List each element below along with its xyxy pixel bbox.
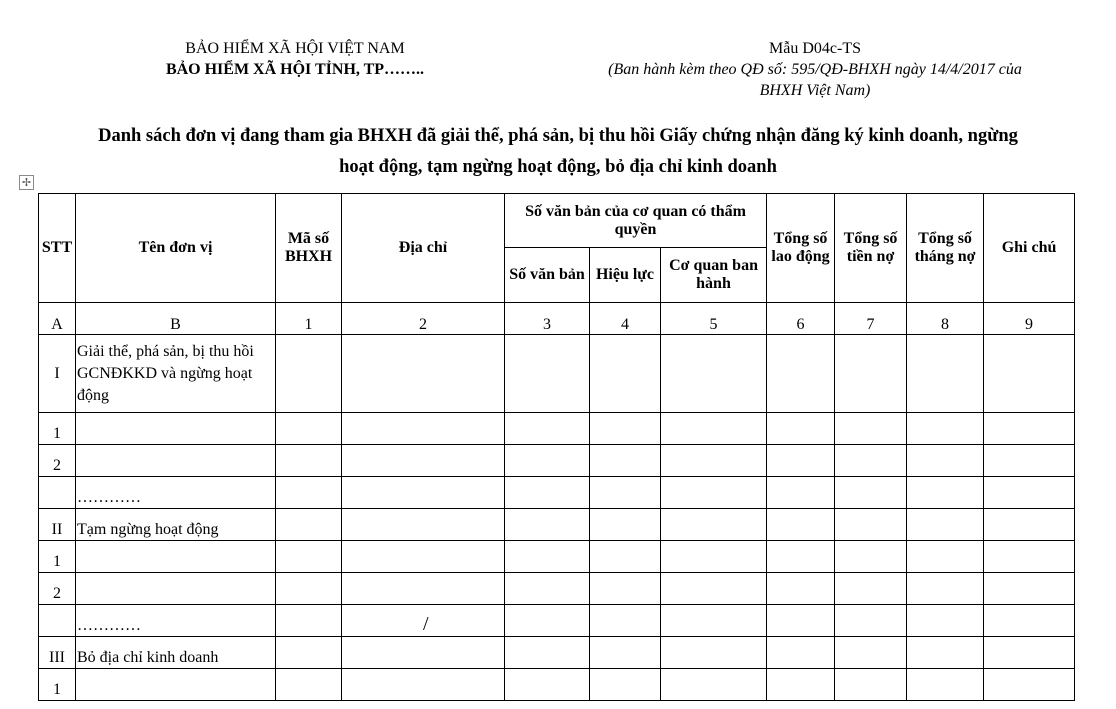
index-row (39, 303, 1075, 335)
agency-name: BẢO HIỂM XÃ HỘI VIỆT NAM (185, 40, 405, 57)
row-name[interactable] (76, 573, 276, 605)
col-hieu-luc: Hiệu lực (590, 248, 661, 303)
row-name[interactable]: ………… (76, 477, 276, 509)
row-name[interactable]: ………… (76, 605, 276, 637)
col-so-van-ban: Số văn bản (505, 248, 590, 303)
row-stt: III (39, 637, 76, 669)
row-stt: 2 (39, 573, 76, 605)
document-title (20, 121, 1096, 183)
index-cell: 9 (984, 303, 1075, 335)
col-tong-thang-no: Tổng số tháng nợ (907, 194, 984, 303)
table-row (39, 573, 1075, 605)
branch-name: BẢO HIỂM XÃ HỘI TỈNH, TP…….. (165, 61, 425, 78)
table-row (39, 413, 1075, 445)
row-name[interactable] (76, 541, 276, 573)
row-stt: II (39, 509, 76, 541)
index-cell: 8 (907, 303, 984, 335)
row-stt: 1 (39, 541, 76, 573)
row-name[interactable] (76, 669, 276, 701)
col-tong-lao-dong: Tổng số lao động (767, 194, 835, 303)
row-address[interactable] (342, 605, 505, 637)
table-row (39, 541, 1075, 573)
index-cell: 2 (342, 303, 505, 335)
table-move-handle-icon[interactable]: ✢ (19, 175, 34, 190)
index-cell: A (39, 303, 76, 335)
row-stt (39, 605, 76, 637)
index-cell: 6 (767, 303, 835, 335)
col-dia-chi: Địa chỉ (342, 194, 505, 303)
title-line1: Danh sách đơn vị đang tham gia BHXH đã giải thể, phá sản, bị thu hồi Giấy chứng nhận đăng ký kinh doanh, ngừng (98, 126, 1018, 146)
index-cell: 7 (835, 303, 907, 335)
col-ma-so-bhxh: Mã số BHXH (276, 194, 342, 303)
table-row (39, 445, 1075, 477)
row-name[interactable]: Bỏ địa chỉ kinh doanh (76, 637, 276, 669)
debtor-table (38, 193, 1075, 701)
row-name[interactable] (76, 413, 276, 445)
col-stt: STT (39, 194, 76, 303)
row-name[interactable] (76, 445, 276, 477)
row-stt: I (39, 335, 76, 413)
row-stt: 1 (39, 669, 76, 701)
index-cell: 3 (505, 303, 590, 335)
index-cell: 1 (276, 303, 342, 335)
index-cell: B (76, 303, 276, 335)
index-cell: 5 (661, 303, 767, 335)
col-tong-tien-no: Tổng số tiền nợ (835, 194, 907, 303)
col-group-van-ban: Số văn bản của cơ quan có thẩm quyền (505, 194, 767, 248)
row-stt (39, 477, 76, 509)
header-left (135, 38, 455, 80)
col-ghi-chu: Ghi chú (984, 194, 1075, 303)
index-cell: 4 (590, 303, 661, 335)
table-row (39, 477, 1075, 509)
issued-note-line1: (Ban hành kèm theo QĐ số: 595/QĐ-BHXH ngày 14/4/2017 của (608, 61, 1022, 78)
table-row (39, 605, 1075, 637)
col-co-quan-ban-hanh: Cơ quan ban hành (661, 248, 767, 303)
row-name[interactable]: Giải thể, phá sản, bị thu hồi GCNĐKKD và ngừng hoạt động (76, 335, 276, 413)
row-name[interactable]: Tạm ngừng hoạt động (76, 509, 276, 541)
section-row (39, 637, 1075, 669)
address-mark: / (423, 613, 429, 635)
title-line2: hoạt động, tạm ngừng hoạt động, bỏ địa chỉ kinh doanh (339, 157, 777, 177)
row-stt: 1 (39, 413, 76, 445)
row-stt: 2 (39, 445, 76, 477)
col-ten-don-vi: Tên đơn vị (76, 194, 276, 303)
section-row (39, 509, 1075, 541)
header-right (555, 38, 1075, 101)
form-code: Mẫu D04c-TS (769, 40, 861, 57)
section-row (39, 335, 1075, 413)
issued-note-line2: BHXH Việt Nam) (759, 82, 871, 99)
table-row (39, 669, 1075, 701)
